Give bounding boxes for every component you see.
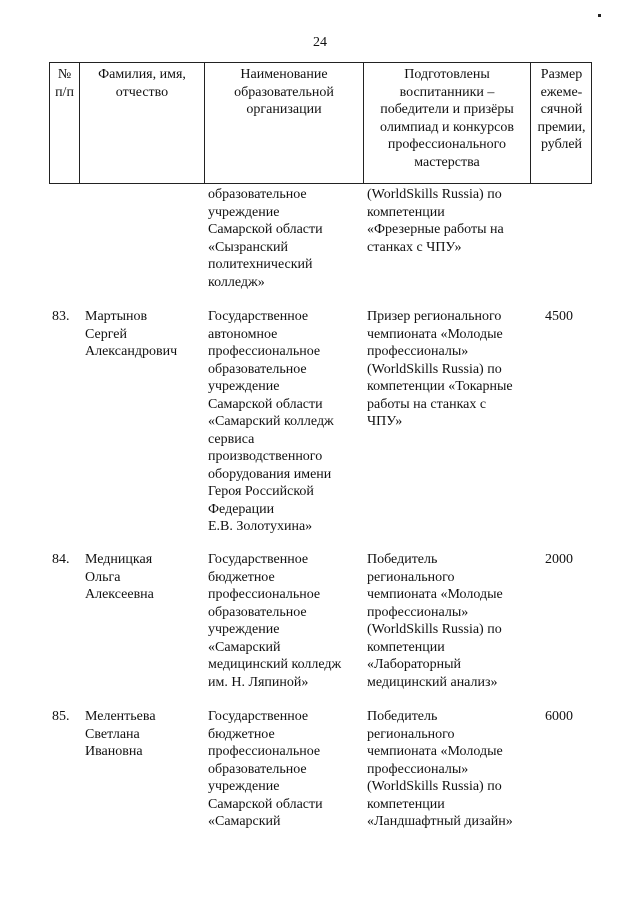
continuation-organization: образовательное учреждение Самарской области «Сызранский политехнический колледж» bbox=[208, 187, 323, 290]
row-full-name: Мартынов Сергей Александрович bbox=[85, 309, 178, 359]
header-results: Подготовлены воспитанники – победители и призёры олимпиад и конкурсов профессионального мастерства bbox=[380, 67, 514, 170]
header-full-name: Фамилия, имя, отчество bbox=[98, 67, 186, 100]
table-header bbox=[49, 62, 592, 184]
header-organization: Наименование образовательной организации bbox=[234, 67, 334, 117]
row-organization: Государственное бюджетное профессиональное образовательное учреждение Самарской области «Самарский bbox=[208, 709, 323, 829]
row-full-name: Мелентьева Светлана Ивановна bbox=[85, 709, 156, 759]
row-bonus: 2000 bbox=[545, 552, 573, 567]
scan-speck bbox=[598, 14, 601, 17]
continuation-result: (WorldSkills Russia) по компетенции «Фрезерные работы на станках с ЧПУ» bbox=[367, 187, 504, 255]
row-number: 83. bbox=[52, 309, 70, 324]
row-number: 85. bbox=[52, 709, 70, 724]
row-result: Призер регионального чемпионата «Молодые профессионалы» (WorldSkills Russia) по компетенции «Токарные работы на станках с ЧПУ» bbox=[367, 309, 513, 429]
row-number: 84. bbox=[52, 552, 70, 567]
row-organization: Государственное автономное профессиональное образовательное учреждение Самарской области «Самарский колледж сервиса производственного оборудования имени Героя Российской Федерации Е.В. Золотухина» bbox=[208, 309, 334, 534]
row-result: Победитель регионального чемпионата «Молодые профессионалы» (WorldSkills Russia) по компетенции «Ландшафтный дизайн» bbox=[367, 709, 513, 829]
row-bonus: 6000 bbox=[545, 709, 573, 724]
header-bonus: Размер ежеме- сячной премии, рублей bbox=[537, 67, 586, 152]
row-bonus: 4500 bbox=[545, 309, 573, 324]
header-number: № п/п bbox=[55, 67, 74, 100]
row-result: Победитель регионального чемпионата «Молодые профессионалы» (WorldSkills Russia) по компетенции «Лабораторный медицинский анализ» bbox=[367, 552, 503, 690]
page-number: 24 bbox=[313, 35, 327, 50]
row-organization: Государственное бюджетное профессиональное образовательное учреждение «Самарский медицинский колледж им. Н. Ляпиной» bbox=[208, 552, 342, 690]
row-full-name: Медницкая Ольга Алексеевна bbox=[85, 552, 154, 602]
